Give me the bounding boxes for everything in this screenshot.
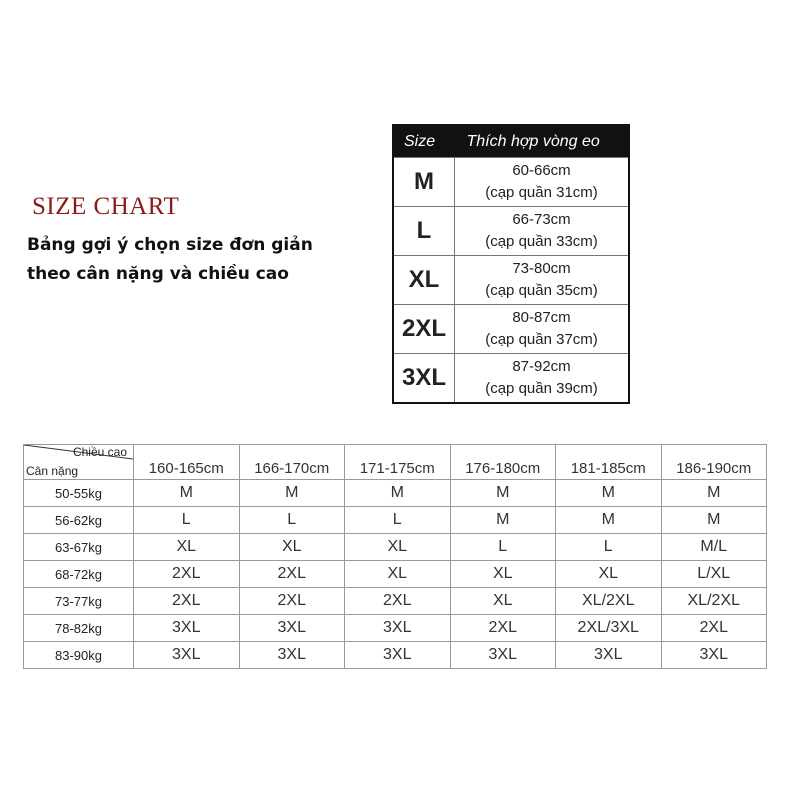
table-row [24,615,767,642]
corner-weight-label: Cân nặng [26,464,79,478]
size-cell: M [239,480,345,507]
waist-range: 73-80cm [512,260,571,277]
size-cell: 3XL [239,642,345,669]
weight-row-label: 73-77kg [24,588,134,615]
waist-header-fit: Thích hợp vòng eo [455,125,630,158]
size-cell: M [450,507,556,534]
table-row [24,561,767,588]
waist-note: (cạp quần 35cm) [485,282,598,299]
waist-size-label: 3XL [393,354,455,404]
size-cell: 2XL/3XL [556,615,662,642]
size-cell: 3XL [345,642,451,669]
size-cell: XL [450,588,556,615]
size-cell: L [239,507,345,534]
table-row [24,642,767,669]
size-cell: XL [556,561,662,588]
size-cell: M [661,507,767,534]
waist-range: 87-92cm [512,358,571,375]
waist-fit-cell [455,305,630,354]
waist-fit-cell [455,207,630,256]
size-cell: 2XL [239,588,345,615]
height-column-header: 166-170cm [239,445,345,480]
waist-note: (cạp quần 33cm) [485,233,598,250]
size-cell: 3XL [661,642,767,669]
waist-range: 60-66cm [512,162,571,179]
waist-note: (cạp quần 39cm) [485,380,598,397]
waist-size-label: 2XL [393,305,455,354]
size-cell: XL/2XL [556,588,662,615]
table-row [24,588,767,615]
waist-fit-cell [455,256,630,305]
waist-row [393,207,629,256]
size-cell: 2XL [450,615,556,642]
height-column-header: 171-175cm [345,445,451,480]
size-cell: M [345,480,451,507]
size-grid-table [23,444,767,669]
waist-size-label: M [393,158,455,207]
weight-row-label: 83-90kg [24,642,134,669]
size-cell: XL [134,534,240,561]
weight-row-label: 56-62kg [24,507,134,534]
size-cell: XL [239,534,345,561]
waist-note: (cạp quần 31cm) [485,184,598,201]
size-cell: L [134,507,240,534]
size-cell: 2XL [239,561,345,588]
weight-row-label: 68-72kg [24,561,134,588]
height-column-header: 181-185cm [556,445,662,480]
size-cell: 3XL [134,615,240,642]
waist-row [393,158,629,207]
size-cell: M [556,480,662,507]
corner-height-label: Chiều cao [72,445,127,459]
page-subtitle: Bảng gợi ý chọn size đơn giản theo cân nặng và chiều cao [27,235,313,284]
size-cell: 3XL [239,615,345,642]
waist-range: 66-73cm [512,211,571,228]
table-row [24,480,767,507]
waist-fit-cell [455,158,630,207]
size-cell: XL/2XL [661,588,767,615]
height-column-header: 186-190cm [661,445,767,480]
size-cell: 2XL [134,588,240,615]
size-cell: XL [345,561,451,588]
size-cell: L [345,507,451,534]
size-cell: 2XL [134,561,240,588]
waist-range: 80-87cm [512,309,571,326]
waist-size-label: L [393,207,455,256]
waist-row [393,354,629,404]
waist-row [393,256,629,305]
waist-size-label: XL [393,256,455,305]
size-cell: L [556,534,662,561]
size-cell: M [134,480,240,507]
size-cell: XL [345,534,451,561]
table-row [24,507,767,534]
size-cell: 3XL [450,642,556,669]
size-cell: 2XL [345,588,451,615]
waist-note: (cạp quần 37cm) [485,331,598,348]
waist-row [393,305,629,354]
size-cell: M [450,480,556,507]
height-column-header: 160-165cm [134,445,240,480]
size-cell: 3XL [345,615,451,642]
size-cell: M [556,507,662,534]
height-column-header: 176-180cm [450,445,556,480]
grid-corner-cell [24,445,134,480]
table-row [24,534,767,561]
size-cell: 2XL [661,615,767,642]
size-cell: XL [450,561,556,588]
size-cell: M/L [661,534,767,561]
weight-row-label: 78-82kg [24,615,134,642]
weight-row-label: 50-55kg [24,480,134,507]
weight-row-label: 63-67kg [24,534,134,561]
size-cell: 3XL [134,642,240,669]
size-cell: L/XL [661,561,767,588]
page-title: SIZE CHART [32,193,180,220]
waist-header-size: Size [393,125,455,158]
size-cell: 3XL [556,642,662,669]
waist-size-table [392,124,630,404]
size-cell: M [661,480,767,507]
waist-fit-cell [455,354,630,404]
size-cell: L [450,534,556,561]
